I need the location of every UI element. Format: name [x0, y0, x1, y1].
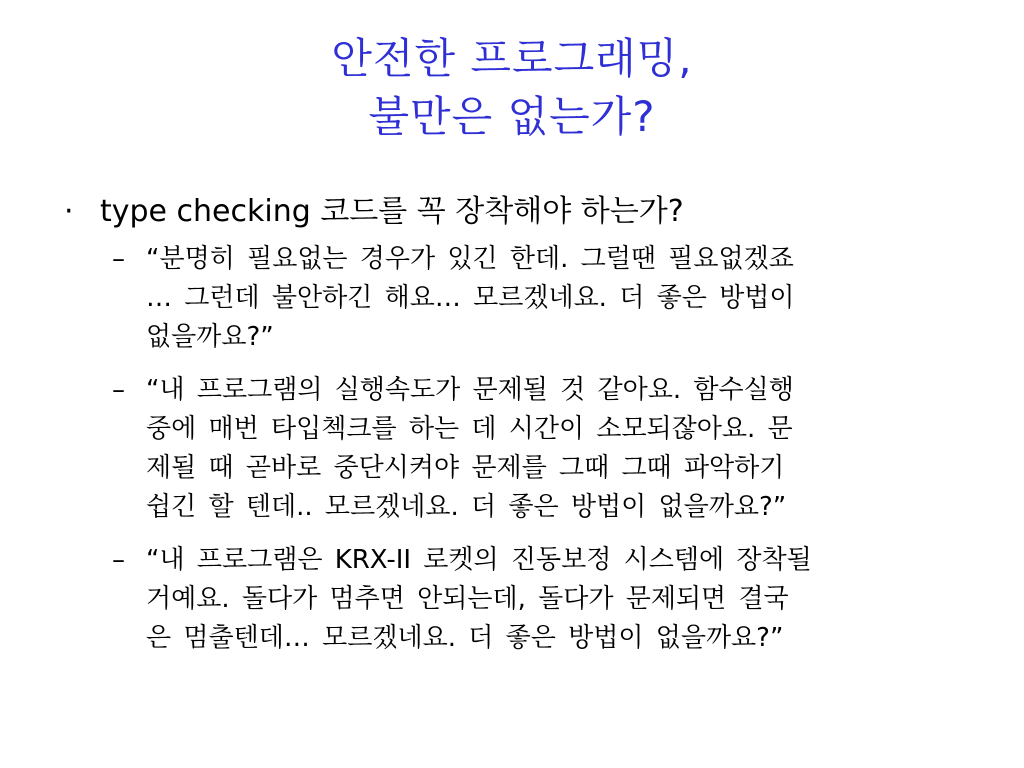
- bullet-dot-icon: ·: [64, 194, 74, 229]
- sub-bullet-2-line-4: 쉽긴 할 텐데.. 모르겠네요. 더 좋은 방법이 없을까요?”: [146, 492, 787, 522]
- title-line-2: 불만은 없는가?: [368, 92, 656, 141]
- sub-bullet-3: [112, 541, 962, 658]
- sub-bullet-1: [112, 240, 962, 357]
- dash-icon: –: [112, 545, 125, 575]
- sub-bullet-1-line-1: “분명히 필요없는 경우가 있긴 한데. 그럴땐 필요없겠죠: [146, 244, 794, 274]
- sub-bullet-1-line-3: 없을까요?”: [146, 322, 274, 352]
- sub-bullet-2-line-2: 중에 매번 타입첵크를 하는 데 시간이 소모되잖아요. 문: [146, 414, 793, 444]
- dash-icon: –: [112, 375, 125, 405]
- dash-icon: –: [112, 244, 125, 274]
- main-bullet: [64, 190, 964, 234]
- sub-bullet-2-line-3: 제될 때 곧바로 중단시켜야 문제를 그때 그때 파악하기: [146, 453, 785, 483]
- sub-bullet-3-line-3: 은 멈출텐데… 모르겠네요. 더 좋은 방법이 없을까요?”: [146, 623, 784, 653]
- slide-title: [0, 30, 1024, 146]
- sub-bullet-3-line-2: 거예요. 돌다가 멈추면 안되는데, 돌다가 문제되면 결국: [146, 584, 789, 614]
- sub-bullet-2-line-1: “내 프로그램의 실행속도가 문제될 것 같아요. 함수실행: [146, 375, 794, 405]
- sub-bullet-3-line-1: “내 프로그램은 KRX-II 로켓의 진동보정 시스템에 장착될: [146, 545, 812, 575]
- title-line-1: 안전한 프로그래밍,: [331, 34, 693, 83]
- main-bullet-text: type checking 코드를 꼭 장착해야 하는가?: [100, 194, 684, 229]
- sub-bullet-2: [112, 371, 962, 527]
- sub-bullet-1-line-2: … 그런데 불안하긴 해요… 모르겠네요. 더 좋은 방법이: [146, 283, 795, 313]
